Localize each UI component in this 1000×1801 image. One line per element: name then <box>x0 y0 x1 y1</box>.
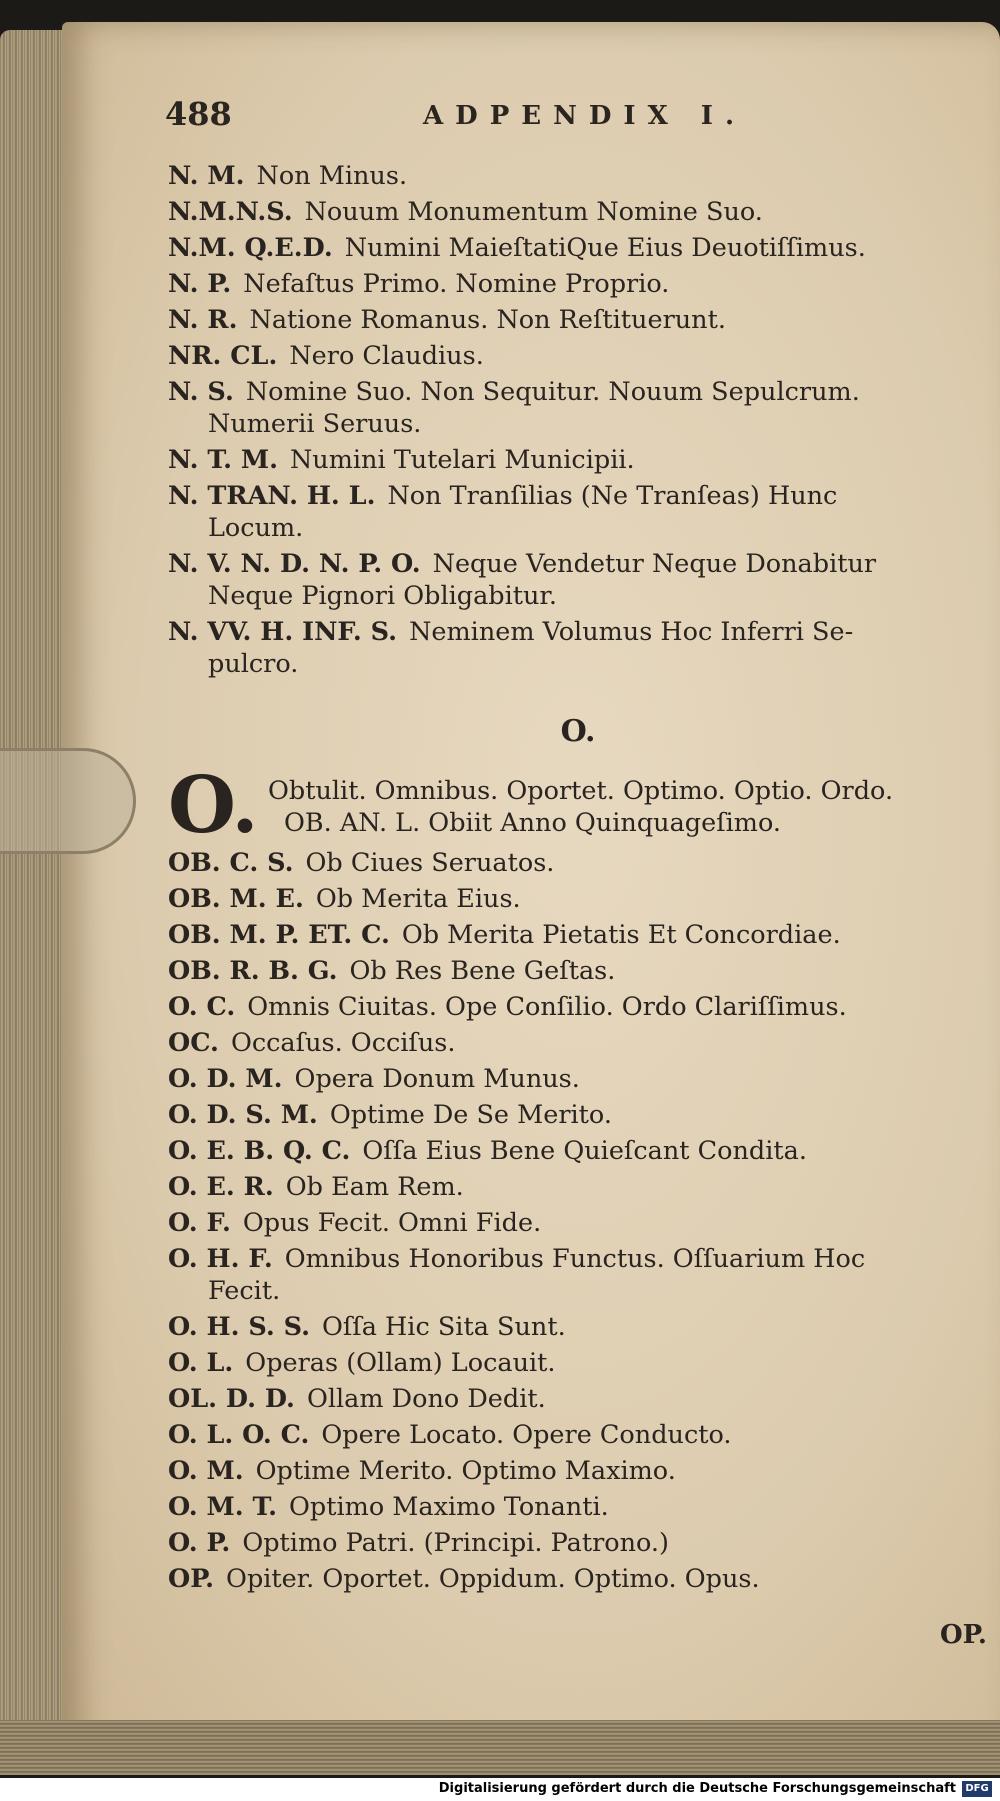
entry-row <box>168 340 988 372</box>
abbreviation-list <box>168 160 988 1599</box>
entry-abbreviation: N. V. N. D. N. P. O. <box>168 549 421 579</box>
entry-expansion: Opera Donum Munus. <box>294 1064 580 1094</box>
entry-row <box>168 1347 988 1379</box>
entry-row <box>168 480 988 544</box>
entry-expansion: Omnibus Honoribus Functus. Oſſuarium Hoc <box>284 1244 866 1274</box>
catchword: OP. <box>940 1620 987 1650</box>
entry-row <box>168 1311 988 1343</box>
entry-expansion: Optime Merito. Optimo Maximo. <box>255 1456 676 1486</box>
entry-row <box>168 1383 988 1415</box>
entry-abbreviation: O. E. R. <box>168 1172 274 1202</box>
entry-expansion: Occaſus. Occiſus. <box>230 1028 456 1058</box>
entry-continuation: Locum. <box>208 513 304 543</box>
entry-abbreviation: N.M.N.S. <box>168 197 293 227</box>
entry-row <box>168 1243 988 1307</box>
entry-abbreviation: N. M. <box>168 161 245 191</box>
entry-continuation: pulcro. <box>208 649 299 679</box>
entry-expansion: Ob Merita Pietatis Et Concordiae. <box>401 920 841 950</box>
entry-row <box>168 548 988 612</box>
entry-abbreviation: O. L. O. C. <box>168 1420 310 1450</box>
entry-expansion: Numini Tutelari Municipii. <box>289 445 635 475</box>
entry-row <box>168 304 988 336</box>
entry-abbreviation: OB. C. S. <box>168 848 294 878</box>
entry-row <box>168 232 988 264</box>
page-tab-marker <box>0 748 136 854</box>
dropcap-line-2: OB. AN. L. Obiit Anno Quinquageſimo. <box>284 808 781 838</box>
entry-continuation: Neque Pignori Obligabitur. <box>208 581 557 611</box>
entry-abbreviation: N. S. <box>168 377 234 407</box>
entry-row <box>168 196 988 228</box>
entry-row <box>168 376 988 440</box>
entry-expansion: Non Tranſilias (Ne Tranſeas) Hunc <box>387 481 838 511</box>
entry-abbreviation: N.M. Q.E.D. <box>168 233 333 263</box>
entry-row <box>168 1027 988 1059</box>
entry-expansion: Optimo Patri. (Principi. Patrono.) <box>242 1528 669 1558</box>
entry-row <box>168 1171 988 1203</box>
entry-abbreviation: O. M. T. <box>168 1492 278 1522</box>
entry-expansion: Nomine Suo. Non Sequitur. Nouum Sepulcrum. <box>245 377 860 407</box>
entry-expansion: Oſſa Eius Bene Quieſcant Condita. <box>362 1136 807 1166</box>
entry-row <box>168 1491 988 1523</box>
entry-expansion: Optime De Se Merito. <box>329 1100 612 1130</box>
entry-abbreviation: N. P. <box>168 269 232 299</box>
entry-abbreviation: OP. <box>168 1564 215 1594</box>
entry-abbreviation: O. L. <box>168 1348 234 1378</box>
entry-abbreviation: N. TRAN. H. L. <box>168 481 376 511</box>
page-number: 488 <box>165 95 232 133</box>
dfg-logo: DFG <box>962 1781 992 1797</box>
entry-expansion: Nero Claudius. <box>289 341 484 371</box>
o-entries <box>168 847 988 1595</box>
entry-row <box>168 1135 988 1167</box>
entry-row <box>168 616 988 680</box>
dropcap-entry <box>168 760 988 851</box>
entry-expansion: Neque Vendetur Neque Donabitur <box>432 549 877 579</box>
entry-expansion: Non Minus. <box>256 161 408 191</box>
entry-row <box>168 847 988 879</box>
funding-notice: Digitalisierung gefördert durch die Deutsche Forschungsgemeinschaft <box>438 1781 956 1796</box>
entry-row <box>168 1455 988 1487</box>
entry-abbreviation: O. F. <box>168 1208 231 1238</box>
entry-abbreviation: O. E. B. Q. C. <box>168 1136 351 1166</box>
entry-row <box>168 1527 988 1559</box>
entry-expansion: Ollam Dono Dedit. <box>306 1384 546 1414</box>
entry-abbreviation: OC. <box>168 1028 219 1058</box>
entry-expansion: Nouum Monumentum Nomine Suo. <box>304 197 763 227</box>
entry-expansion: Opere Locato. Opere Conducto. <box>321 1420 732 1450</box>
entry-abbreviation: OB. M. E. <box>168 884 304 914</box>
page-header <box>165 95 985 135</box>
entry-row <box>168 268 988 300</box>
book-bottom-edge <box>0 1720 1000 1775</box>
entry-row <box>168 1099 988 1131</box>
entry-expansion: Ob Res Bene Geſtas. <box>349 956 616 986</box>
entry-abbreviation: N. R. <box>168 305 238 335</box>
entry-abbreviation: O. M. <box>168 1456 244 1486</box>
entry-abbreviation: OB. M. P. ET. C. <box>168 920 390 950</box>
entry-row <box>168 955 988 987</box>
entry-abbreviation: NR. CL. <box>168 341 278 371</box>
entry-expansion: Optimo Maximo Tonanti. <box>289 1492 609 1522</box>
n-entries <box>168 160 988 680</box>
entry-abbreviation: O. D. M. <box>168 1064 283 1094</box>
entry-row <box>168 919 988 951</box>
entry-continuation: Numerii Seruus. <box>208 409 422 439</box>
entry-expansion: Operas (Ollam) Locauit. <box>245 1348 556 1378</box>
book-page-edges <box>0 30 70 1750</box>
entry-row <box>168 1207 988 1239</box>
dropcap-letter: O. <box>168 760 259 851</box>
entry-expansion: Natione Romanus. Non Reſtituerunt. <box>249 305 726 335</box>
entry-expansion: Ob Eam Rem. <box>285 1172 464 1202</box>
entry-expansion: Ob Ciues Seruatos. <box>305 848 555 878</box>
entry-expansion: Numini MaieſtatiQue Eius Deuotiſſimus. <box>344 233 866 263</box>
entry-abbreviation: OL. D. D. <box>168 1384 295 1414</box>
footer-bar <box>0 1778 1000 1801</box>
dropcap-line-1: Obtulit. Omnibus. Oportet. Optimo. Optio. Ordo. <box>268 776 894 806</box>
entry-abbreviation: N. VV. H. INF. S. <box>168 617 398 647</box>
entry-row <box>168 160 988 192</box>
entry-expansion: Oſſa Hic Sita Sunt. <box>321 1312 566 1342</box>
entry-row <box>168 1063 988 1095</box>
entry-row <box>168 444 988 476</box>
entry-expansion: Opiter. Oportet. Oppidum. Optimo. Opus. <box>226 1564 760 1594</box>
entry-expansion: Nefaſtus Primo. Nomine Proprio. <box>243 269 670 299</box>
entry-expansion: Ob Merita Eius. <box>315 884 521 914</box>
running-title: ADPENDIX I. <box>423 101 747 131</box>
section-heading-o: O. <box>560 714 596 749</box>
entry-continuation: Fecit. <box>208 1276 281 1306</box>
entry-abbreviation: O. H. F. <box>168 1244 273 1274</box>
entry-row <box>168 883 988 915</box>
entry-abbreviation: O. H. S. S. <box>168 1312 310 1342</box>
entry-expansion: Opus Fecit. Omni Fide. <box>242 1208 542 1238</box>
entry-row <box>168 1419 988 1451</box>
entry-abbreviation: OB. R. B. G. <box>168 956 338 986</box>
entry-abbreviation: N. T. M. <box>168 445 278 475</box>
entry-expansion: Omnis Ciuitas. Ope Conſilio. Ordo Clariſſimus. <box>247 992 847 1022</box>
entry-row <box>168 1563 988 1595</box>
entry-row <box>168 991 988 1023</box>
entry-expansion: Neminem Volumus Hoc Inferri Se- <box>409 617 854 647</box>
entry-abbreviation: O. P. <box>168 1528 231 1558</box>
entry-abbreviation: O. C. <box>168 992 236 1022</box>
entry-abbreviation: O. D. S. M. <box>168 1100 318 1130</box>
